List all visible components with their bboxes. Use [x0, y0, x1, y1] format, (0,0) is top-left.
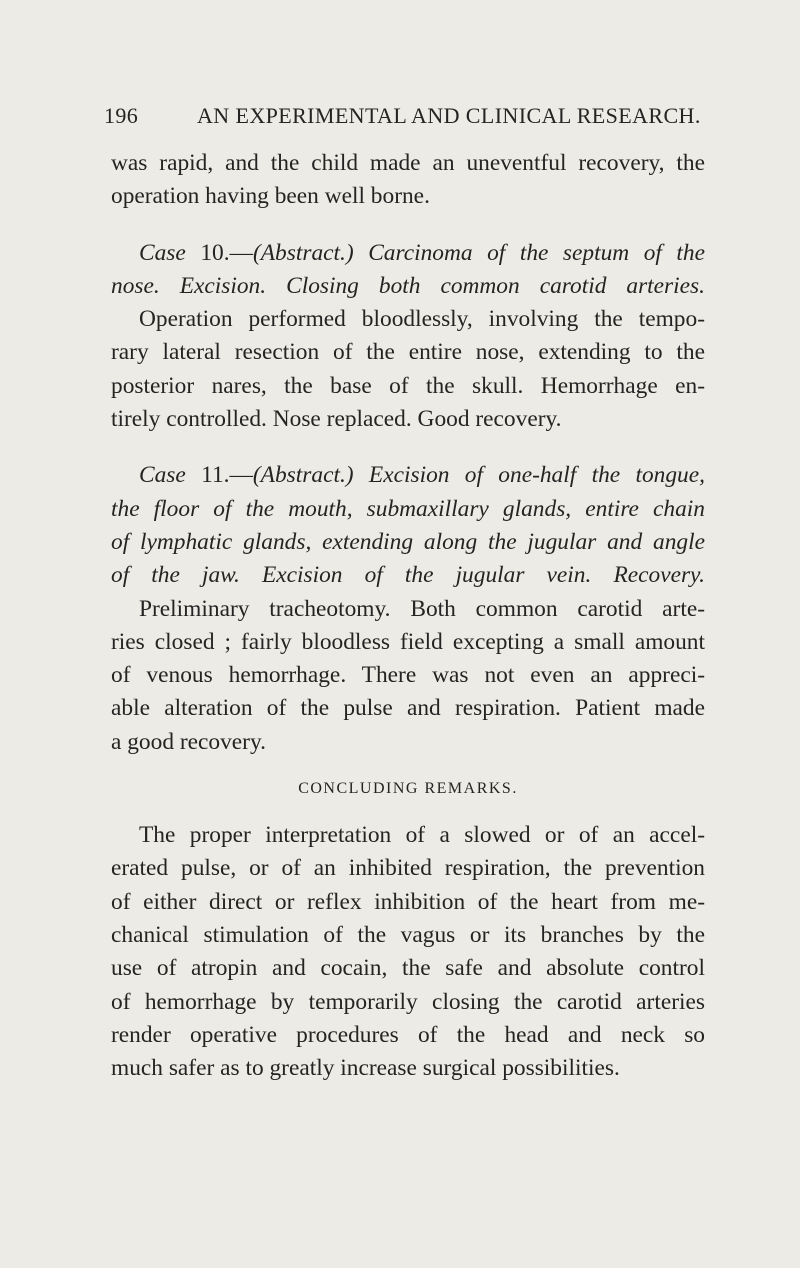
text-line: of either direct or reflex inhibition of the heart from me- — [111, 888, 705, 915]
text-line — [111, 270, 705, 303]
concluding-remarks-heading: CONCLUDING REMARKS. — [298, 780, 518, 798]
text-line: of hemorrhage by temporarily closing the carotid arteries — [111, 988, 705, 1015]
case-title: of lymphatic glands, extending along the jugular and angle — [111, 528, 705, 555]
case-11-heading-line — [111, 459, 705, 492]
text-line: much safer as to greatly increase surgical possibilities. — [111, 1055, 620, 1082]
page-body — [111, 147, 705, 1085]
running-head — [104, 103, 704, 133]
text-line: Preliminary tracheotomy. Both common carotid arte- — [139, 595, 705, 622]
case-title: of the jaw. Excision of the jugular vein. Recovery. — [111, 562, 705, 589]
case-number: 10.— — [200, 239, 253, 266]
case-label: Case — [139, 239, 186, 266]
text-line: The proper interpretation of a slowed or of an accel- — [139, 822, 705, 849]
case-title: nose. Excision. Closing both common carotid arteries. — [111, 272, 705, 299]
text-line: Operation performed bloodlessly, involving the tempo- — [139, 306, 705, 333]
text-line: able alteration of the pulse and respiration. Patient made — [111, 695, 705, 722]
case-abstract: (Abstract.) — [252, 239, 354, 266]
text-line: erated pulse, or of an inhibited respiration, the prevention — [111, 855, 705, 882]
text-line: was rapid, and the child made an uneventful recovery, the — [111, 150, 705, 176]
text-line: posterior nares, the base of the skull. Hemorrhage en- — [111, 372, 705, 399]
concluding-paragraph — [111, 819, 705, 1085]
case-label: Case — [139, 462, 186, 489]
text-line: render operative procedures of the head and neck so — [111, 1021, 705, 1048]
case-title: Carcinoma of the septum of the — [368, 239, 705, 266]
case-number: 11.— — [201, 462, 253, 489]
text-line — [111, 526, 705, 559]
case-abstract: (Abstract.) — [252, 462, 354, 489]
running-head-title: AN EXPERIMENTAL AND CLINICAL RESEARCH. — [197, 103, 701, 128]
intro-paragraph — [111, 147, 705, 214]
text-line: operation having been well borne. — [111, 183, 430, 210]
page-number: 196 — [104, 103, 139, 128]
case-11-paragraph — [111, 459, 705, 759]
text-line: chanical stimulation of the vagus or its branches by the — [111, 921, 705, 948]
text-line: ries closed ; fairly bloodless field excepting a small amount — [111, 628, 705, 655]
case-title: Excision of one-half the tongue, — [368, 462, 705, 489]
text-line — [111, 493, 705, 526]
text-line — [111, 559, 705, 592]
case-10-heading-line — [111, 237, 705, 270]
case-10-paragraph — [111, 237, 705, 437]
text-line: tirely controlled. Nose replaced. Good recovery. — [111, 406, 562, 433]
case-title: the floor of the mouth, submaxillary glands, entire chain — [111, 495, 705, 522]
text-line: a good recovery. — [111, 728, 266, 755]
text-line: rary lateral resection of the entire nose, extending to the — [111, 339, 705, 366]
text-line: use of atropin and cocain, the safe and absolute control — [111, 955, 705, 982]
text-line: of venous hemorrhage. There was not even an appreci- — [111, 662, 705, 689]
